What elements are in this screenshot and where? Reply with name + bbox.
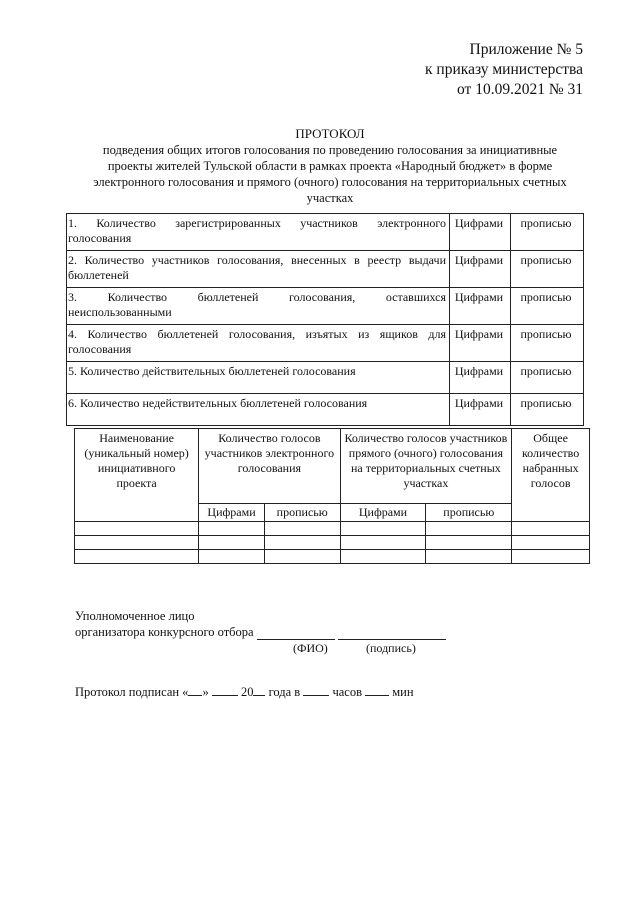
row-words: прописью xyxy=(511,362,584,394)
table-row xyxy=(67,251,584,288)
row-words: прописью xyxy=(511,214,584,251)
table-row xyxy=(67,325,584,362)
row-digits: Цифрами xyxy=(450,214,511,251)
project-votes-table xyxy=(74,428,590,564)
table-row xyxy=(67,214,584,251)
table-cell xyxy=(75,522,199,536)
appendix-order-ref: к приказу министерства xyxy=(425,61,583,78)
signed-line xyxy=(75,683,414,700)
minutes-blank xyxy=(365,683,389,696)
sub-words-electronic: прописью xyxy=(264,504,340,522)
table-cell xyxy=(199,536,265,550)
day-blank xyxy=(188,683,202,696)
table-cell xyxy=(340,536,426,550)
signed-minutes-label: мин xyxy=(392,685,414,699)
appendix-order-date: от 10.09.2021 № 31 xyxy=(457,81,583,98)
signed-quote: » xyxy=(202,685,209,699)
row-label-text: 4. Количество бюллетеней голосования, изъятых из ящиков для xyxy=(68,327,446,341)
row-label-text: 5. Количество действительных бюллетеней голосования xyxy=(68,364,356,378)
row-label-text: 6. Количество недействительных бюллетеней голосования xyxy=(68,396,368,410)
col-direct-votes: Количество голосов участников прямого (очного) голосования на территориальных счетных участках xyxy=(340,429,512,504)
table-cell xyxy=(199,550,265,564)
row-label-continuation: голосования xyxy=(68,231,132,245)
signature-captions xyxy=(293,640,493,656)
table-cell xyxy=(426,550,512,564)
col-electronic-votes: Количество голосов участников электронного голосования xyxy=(199,429,340,504)
signed-text: Протокол подписан « xyxy=(75,685,189,699)
table-cell xyxy=(340,522,426,536)
table-cell xyxy=(75,550,199,564)
page-title: ПРОТОКОЛ xyxy=(295,126,365,141)
col-total-votes: Общее количество набранных голосов xyxy=(512,429,590,522)
row-words: прописью xyxy=(511,251,584,288)
signed-time-label: года в xyxy=(268,685,301,699)
table-header-row xyxy=(75,429,590,504)
sub-words-direct: прописью xyxy=(426,504,512,522)
table-cell xyxy=(512,536,590,550)
table-row xyxy=(67,362,584,394)
signature-line xyxy=(338,625,446,640)
table-cell xyxy=(264,550,340,564)
col-project-name: Наименование (уникальный номер) инициативного проекта xyxy=(75,429,199,522)
row-label-continuation: бюллетеней xyxy=(68,268,129,282)
row-label xyxy=(67,394,450,426)
row-words: прописью xyxy=(511,394,584,426)
sign-caption: (подпись) xyxy=(366,641,416,655)
signature-label-2: организатора конкурсного отбора xyxy=(75,625,254,639)
row-digits: Цифрами xyxy=(450,325,511,362)
appendix-number: Приложение № 5 xyxy=(469,41,583,58)
row-label xyxy=(67,325,450,362)
table-cell xyxy=(340,550,426,564)
table-cell xyxy=(426,536,512,550)
row-label xyxy=(67,362,450,394)
page-subtitle: подведения общих итогов голосования по проведению голосования за инициативные проекты жителей Тульской области в рамках проекта «Народный бюджет» в форме электронного голосования и прямого (очного) голосования на территориальных счетных участках xyxy=(93,143,567,205)
sub-digits-direct: Цифрами xyxy=(340,504,426,522)
table-row xyxy=(75,536,590,550)
row-label-text: 1. Количество зарегистрированных участников электронного xyxy=(68,216,446,230)
appendix-header xyxy=(343,40,583,100)
row-label xyxy=(67,288,450,325)
table-cell xyxy=(199,522,265,536)
row-label xyxy=(67,214,450,251)
table-cell xyxy=(512,550,590,564)
year-blank xyxy=(253,683,265,696)
row-label xyxy=(67,251,450,288)
sub-digits-electronic: Цифрами xyxy=(199,504,265,522)
signed-year: 20 xyxy=(240,685,254,699)
row-digits: Цифрами xyxy=(450,394,511,426)
fio-caption: (ФИО) xyxy=(293,641,328,655)
table-cell xyxy=(75,536,199,550)
month-blank xyxy=(212,683,238,696)
document-title xyxy=(80,126,580,206)
fio-line xyxy=(257,625,335,640)
row-words: прописью xyxy=(511,288,584,325)
table-cell xyxy=(264,536,340,550)
row-label-continuation: голосования xyxy=(68,342,132,356)
signed-hours-label: часов xyxy=(332,685,362,699)
table-row xyxy=(67,288,584,325)
table-row xyxy=(75,550,590,564)
signature-label-1: Уполномоченное лицо xyxy=(75,609,195,623)
row-digits: Цифрами xyxy=(450,251,511,288)
table-row xyxy=(67,394,584,426)
row-label-text: 2. Количество участников голосования, внесенных в реестр выдачи xyxy=(68,253,446,267)
table-cell xyxy=(512,522,590,536)
signature-block xyxy=(75,608,495,655)
table-cell xyxy=(426,522,512,536)
table-cell xyxy=(264,522,340,536)
row-label-continuation: неиспользованными xyxy=(68,305,172,319)
voting-summary-table xyxy=(66,213,584,426)
row-digits: Цифрами xyxy=(450,362,511,394)
row-label-text: 3. Количество бюллетеней голосования, оставшихся xyxy=(68,290,446,304)
hours-blank xyxy=(303,683,329,696)
row-digits: Цифрами xyxy=(450,288,511,325)
table-row xyxy=(75,522,590,536)
row-words: прописью xyxy=(511,325,584,362)
